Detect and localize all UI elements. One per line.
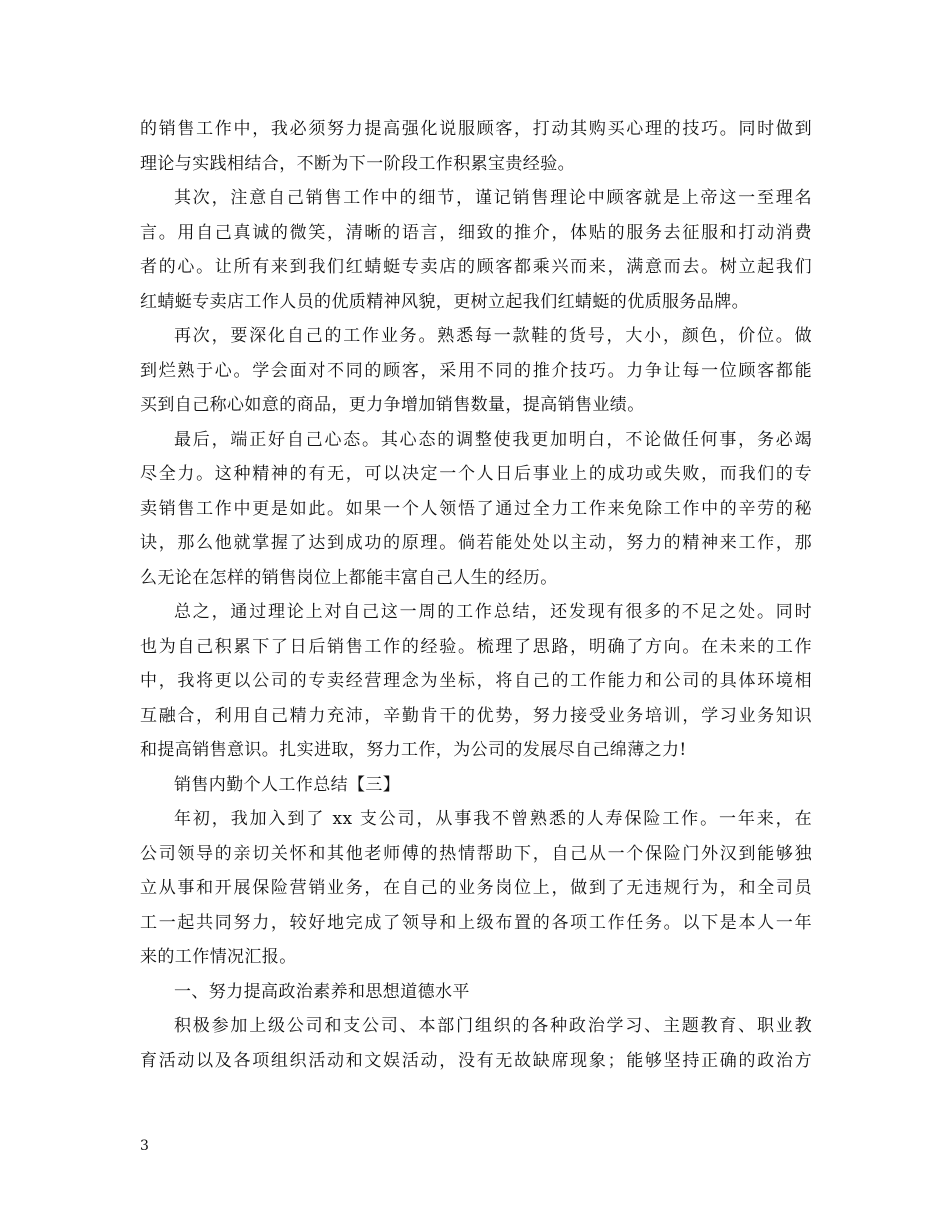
text-line: 么无论在怎样的销售岗位上都能丰富自己人生的经历。: [140, 567, 558, 588]
text-line: 公司领导的亲切关怀和其他老师傅的热情帮助下，自己从一个保险门外汉到能够独: [140, 843, 812, 864]
text-line: 最后，端正好自己心态。其心态的调整使我更加明白，不论做任何事，务必竭: [174, 429, 812, 450]
text-line: 的销售工作中，我必须努力提高强化说服顾客，打动其购买心理的技巧。同时做到: [140, 119, 812, 139]
text-line: 育活动以及各项组织活动和文娱活动，没有无故缺席现象；能够坚持正确的政治方: [140, 1050, 812, 1071]
text-line: 积极参加上级公司和支公司、本部门组织的各种政治学习、主题教育、职业教: [174, 1016, 812, 1036]
text-line: 买到自己称心如意的商品，更力争增加销售数量，提高销售业绩。: [140, 395, 645, 415]
text-line: 和提高销售意识。扎实进取，努力工作，为公司的发展尽自己绵薄之力!: [140, 740, 687, 760]
text-line: 中，我将更以公司的专卖经营理念为坐标，将自己的工作能力和公司的具体环境相: [140, 671, 812, 691]
text-line: 者的心。让所有来到我们红蜻蜓专卖店的顾客都乘兴而来，满意而去。树立起我们: [140, 257, 812, 277]
text-line: 尽全力。这种精神的有无，可以决定一个人日后事业上的成功或失败，而我们的专: [140, 464, 812, 484]
text-line: 其次，注意自己销售工作中的细节，谨记销售理论中顾客就是上帝这一至理名: [174, 188, 812, 208]
text-line: 卖销售工作中更是如此。如果一个人领悟了通过全力工作来免除工作中的辛劳的秘: [140, 498, 812, 519]
text-line: 来的工作情况汇报。: [140, 947, 297, 967]
text-line: 工一起共同努力，较好地完成了领导和上级布置的各项工作任务。以下是本人一年: [140, 912, 812, 933]
text-line: 到烂熟于心。学会面对不同的顾客，采用不同的推介技巧。力争让每一位顾客都能: [140, 360, 812, 381]
text-line: 也为自己积累下了日后销售工作的经验。梳理了思路，明确了方向。在未来的工作: [140, 636, 812, 657]
text-line: 言。用自己真诚的微笑，清晰的语言，细致的推介，体贴的服务去征服和打动消费: [140, 222, 812, 243]
text-line: 理论与实践相结合，不断为下一阶段工作积累宝贵经验。: [140, 153, 575, 174]
text-line: 互融合，利用自己精力充沛，辛勤肯干的优势，努力接受业务培训，学习业务知识: [140, 705, 812, 726]
text-line: 诀，那么他就掌握了达到成功的原理。倘若能处处以主动，努力的精神来工作，那: [140, 533, 812, 553]
document-body: [140, 112, 812, 1078]
text-line: 一、努力提高政治素养和思想道德水平: [174, 981, 470, 1002]
text-line: 红蜻蜓专卖店工作人员的优质精神风貌，更树立起我们红蜻蜓的优质服务品牌。: [140, 291, 749, 312]
text-line: 再次，要深化自己的工作业务。熟悉每一款鞋的货号，大小，颜色，价位。做: [174, 326, 812, 346]
text-line: 立从事和开展保险营销业务，在自己的业务岗位上，做到了无违规行为，和全司员: [140, 878, 812, 898]
text-line: 总之，通过理论上对自己这一周的工作总结，还发现有很多的不足之处。同时: [174, 602, 812, 622]
text-line: 销售内勤个人工作总结【三】: [174, 774, 401, 795]
text-line: 年初，我加入到了 xx 支公司，从事我不曾熟悉的人寿保险工作。一年来，在: [174, 809, 812, 829]
page-number: 3: [140, 1138, 149, 1154]
